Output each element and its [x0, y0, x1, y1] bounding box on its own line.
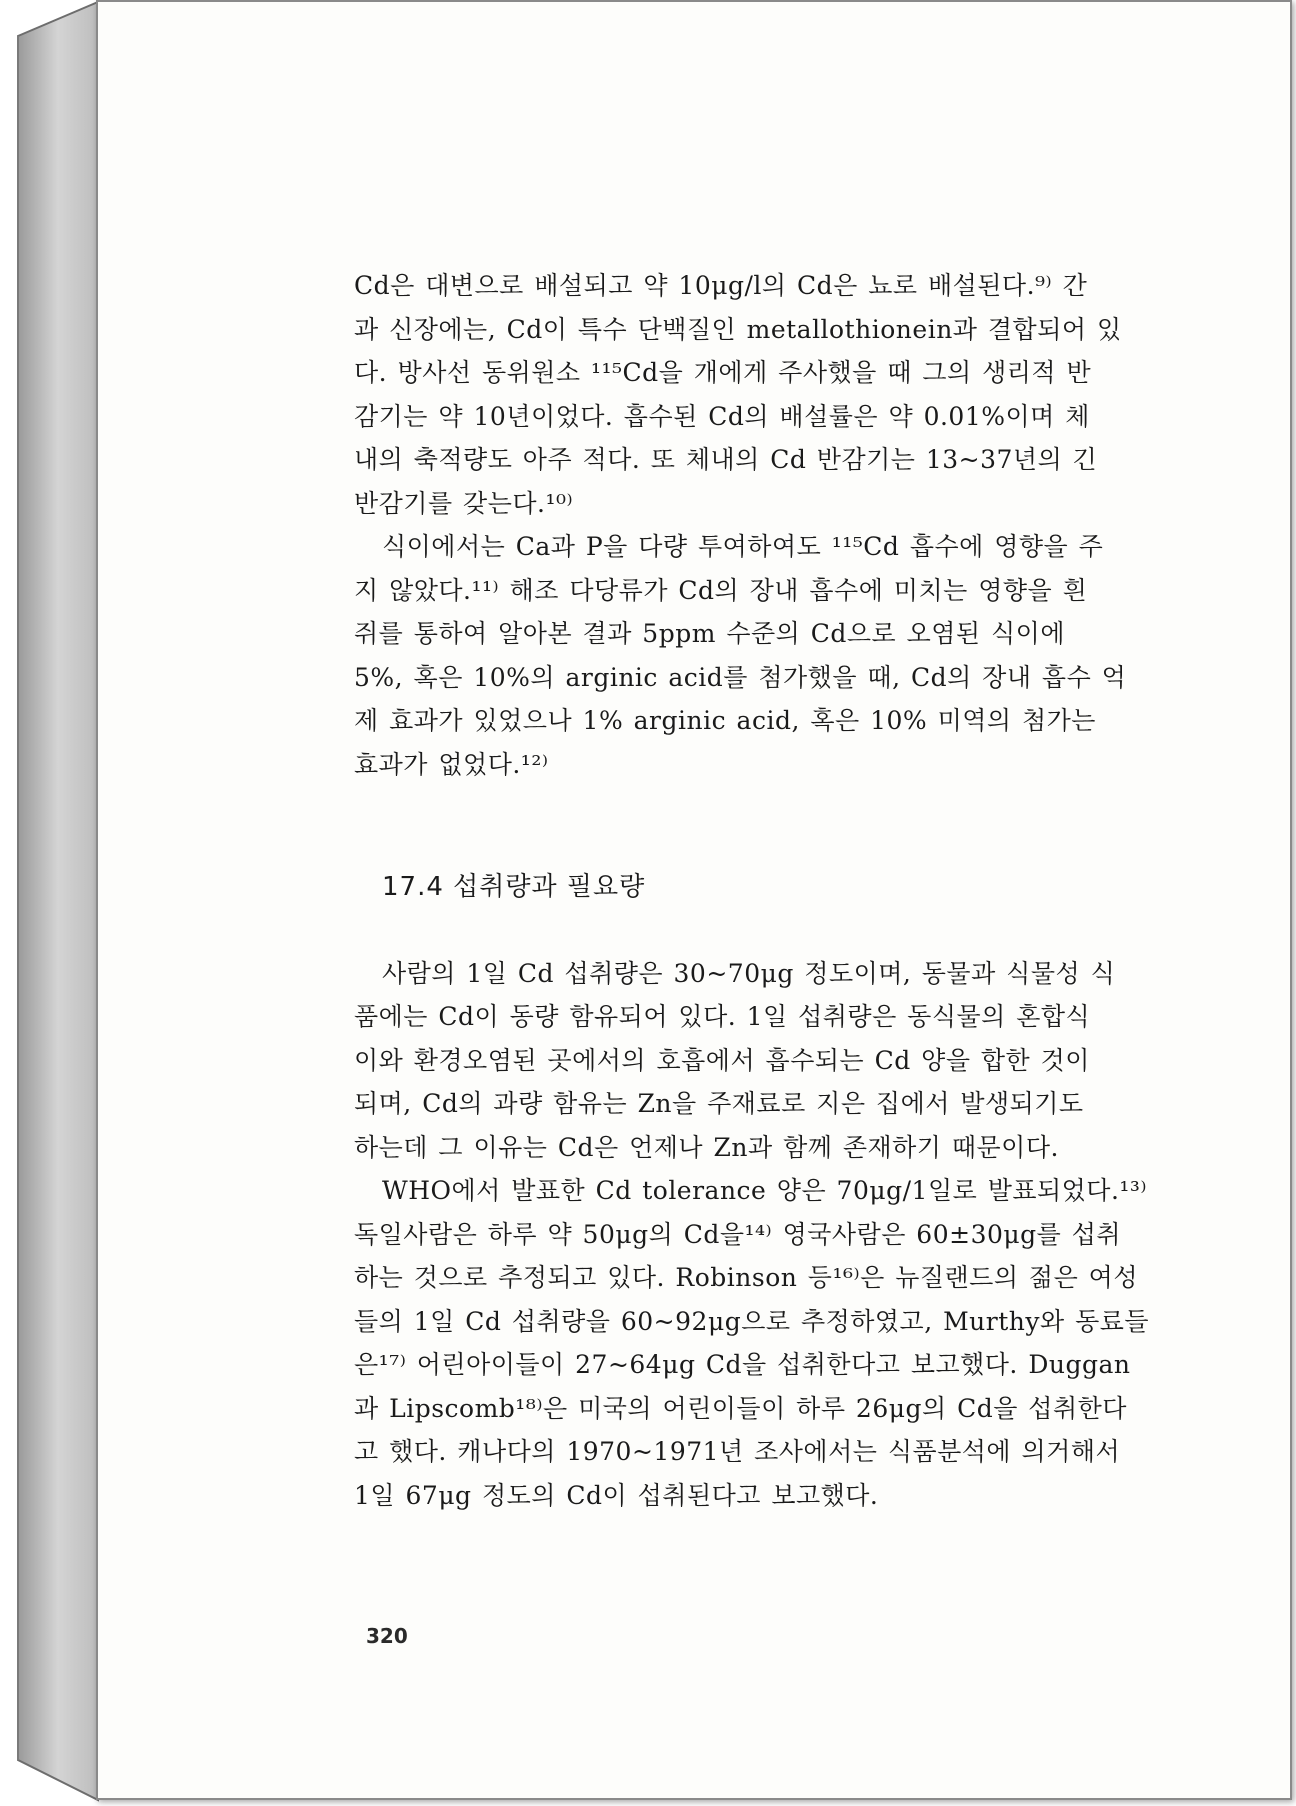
text-line: Cd은 대변으로 배설되고 약 10μg/l의 Cd은 뇨로 배설된다.⁹⁾ 간 — [354, 271, 1088, 300]
paragraph-4 — [354, 1169, 1252, 1517]
text-line: 제 효과가 있었으나 1% arginic acid, 혹은 10% 미역의 첨가는 — [354, 706, 1096, 735]
text-line: 식이에서는 Ca과 P을 다량 투여하여도 ¹¹⁵Cd 흡수에 영향을 주 — [382, 532, 1104, 561]
text-line: 5%, 혹은 10%의 arginic acid를 첨가했을 때, Cd의 장내 흡수 억 — [354, 662, 1127, 692]
text-line: 고 했다. 캐나다의 1970~1971년 조사에서는 식품분석에 의거해서 — [354, 1437, 1121, 1466]
text-line: 들의 1일 Cd 섭취량을 60~92μg으로 추정하였고, Murthy와 동료들 — [354, 1306, 1150, 1336]
book-spine-decoration — [0, 0, 100, 1806]
paragraph-1 — [354, 264, 1252, 525]
text-line: 감기는 약 10년이었다. 흡수된 Cd의 배설률은 약 0.01%이며 체 — [354, 401, 1090, 431]
text-line: 독일사람은 하루 약 50μg의 Cd을¹⁴⁾ 영국사람은 60±30μg를 섭취 — [354, 1219, 1122, 1249]
paragraph-3 — [354, 952, 1252, 1170]
text-line: 쥐를 통하여 알아본 결과 5ppm 수준의 Cd으로 오염된 식이에 — [354, 619, 1065, 648]
text-line: 내의 축적량도 아주 적다. 또 체내의 Cd 반감기는 13~37년의 긴 — [354, 445, 1098, 474]
text-line: WHO에서 발표한 Cd tolerance 양은 70μg/1일로 발표되었다.¹³⁾ — [382, 1176, 1148, 1205]
text-line: 반감기를 갖는다.¹⁰⁾ — [354, 488, 574, 518]
section-heading: 17.4 섭취량과 필요량 — [382, 872, 646, 902]
text-line: 과 Lipscomb¹⁸⁾은 미국의 어린이들이 하루 26μg의 Cd을 섭취한다 — [354, 1393, 1127, 1423]
text-line: 1일 67μg 정도의 Cd이 섭취된다고 보고했다. — [354, 1480, 879, 1510]
text-line: 은¹⁷⁾ 어린아이들이 27~64μg Cd을 섭취한다고 보고했다. Duggan — [354, 1350, 1131, 1379]
page-body — [354, 264, 1252, 1517]
text-line: 하는 것으로 추정되고 있다. Robinson 등¹⁶⁾은 뉴질랜드의 젊은 여성 — [354, 1263, 1138, 1292]
page-number: 320 — [366, 1624, 408, 1648]
paragraph-2 — [354, 525, 1252, 786]
text-line: 다. 방사선 동위원소 ¹¹⁵Cd을 개에게 주사했을 때 그의 생리적 반 — [354, 358, 1092, 387]
text-line: 이와 환경오염된 곳에서의 호흡에서 흡수되는 Cd 양을 합한 것이 — [354, 1045, 1090, 1075]
text-line: 사람의 1일 Cd 섭취량은 30~70μg 정도이며, 동물과 식물성 식 — [382, 958, 1116, 988]
text-line: 지 않았다.¹¹⁾ 해조 다당류가 Cd의 장내 흡수에 미치는 영향을 흰 — [354, 575, 1088, 605]
text-line: 효과가 없었다.¹²⁾ — [354, 749, 549, 779]
text-line: 되며, Cd의 과량 함유는 Zn을 주재료로 지은 집에서 발생되기도 — [354, 1089, 1084, 1118]
text-line: 하는데 그 이유는 Cd은 언제나 Zn과 함께 존재하기 때문이다. — [354, 1132, 1059, 1162]
text-line: 품에는 Cd이 동량 함유되어 있다. 1일 섭취량은 동식물의 혼합식 — [354, 1002, 1091, 1031]
text-line: 과 신장에는, Cd이 특수 단백질인 metallothionein과 결합되어 있 — [354, 314, 1122, 344]
book-page — [96, 0, 1292, 1800]
